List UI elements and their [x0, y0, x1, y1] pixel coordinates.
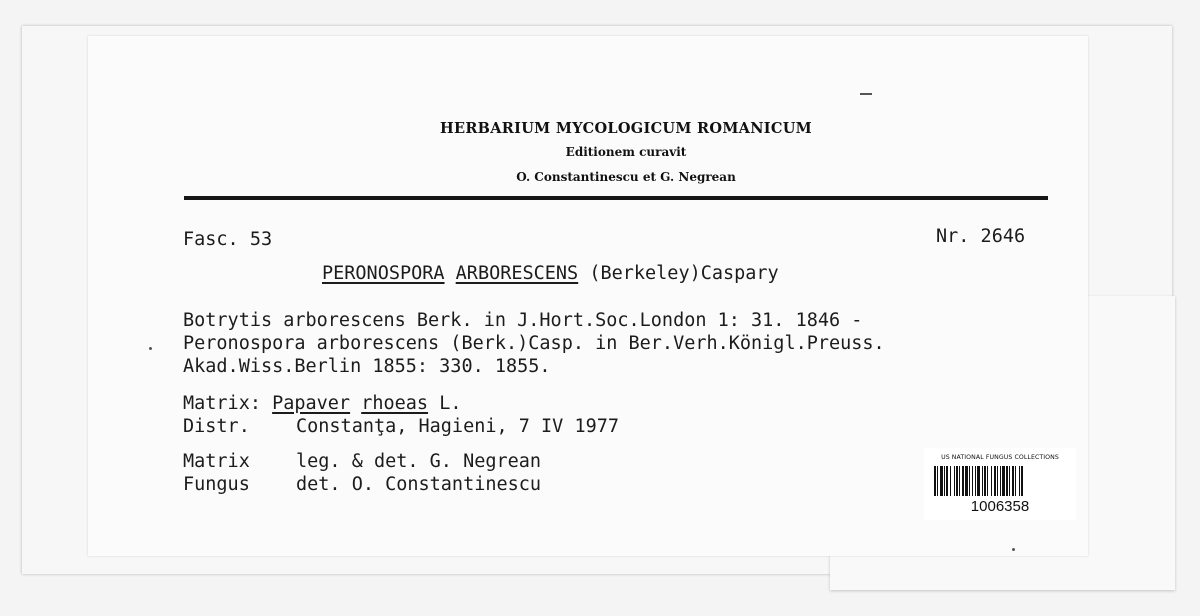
matrix-epithet: rhoeas	[361, 393, 429, 414]
label-header	[430, 0, 822, 200]
collector-line	[183, 451, 541, 473]
barcode-label	[924, 448, 1076, 520]
collector-line	[183, 474, 541, 496]
distribution-line	[183, 416, 619, 438]
species-genus: PERONOSPORA	[322, 263, 445, 284]
collector-value: leg. & det. G. Negrean	[296, 451, 542, 472]
speck	[149, 347, 152, 350]
speck	[1012, 548, 1015, 551]
herbarium-subtitle: Editionem curavit	[565, 145, 687, 159]
herbarium-title: HERBARIUM MYCOLOGICUM ROMANICUM	[439, 120, 813, 137]
distribution-value: Constanţa, Hagieni, 7 IV 1977	[296, 416, 620, 437]
barcode-icon	[934, 466, 1066, 496]
barcode-collection-name: US NATIONAL FUNGUS COLLECTIONS	[941, 454, 1059, 461]
matrix-line	[183, 393, 461, 415]
matrix-label: Matrix:	[183, 393, 261, 414]
species-epithet: ARBORESCENS	[455, 263, 579, 284]
barcode-number: 1006358	[970, 498, 1030, 515]
specimen-number: Nr. 2646	[936, 226, 1026, 247]
synonymy-line: Akad.Wiss.Berlin 1855: 330. 1855.	[183, 356, 551, 377]
matrix-genus: Papaver	[272, 393, 351, 414]
header-divider	[184, 196, 1048, 200]
synonymy-line: Botrytis arborescens Berk. in J.Hort.Soc.London 1: 31. 1846 -	[183, 310, 863, 331]
matrix-author: L.	[439, 393, 462, 414]
herbarium-editors: O. Constantinescu et G. Negrean	[516, 170, 736, 184]
distribution-label: Distr.	[183, 416, 250, 437]
speck	[860, 93, 872, 95]
species-name	[322, 263, 779, 285]
collector-label: Matrix	[183, 451, 250, 472]
synonymy-line: Peronospora arborescens (Berk.)Casp. in Ber.Verh.Königl.Preuss.	[183, 333, 885, 354]
collector-value: det. O. Constantinescu	[296, 474, 542, 495]
species-authority: (Berkeley)Caspary	[589, 263, 779, 284]
fascicle-number: Fasc. 53	[183, 229, 273, 250]
collector-label: Fungus	[183, 474, 250, 495]
